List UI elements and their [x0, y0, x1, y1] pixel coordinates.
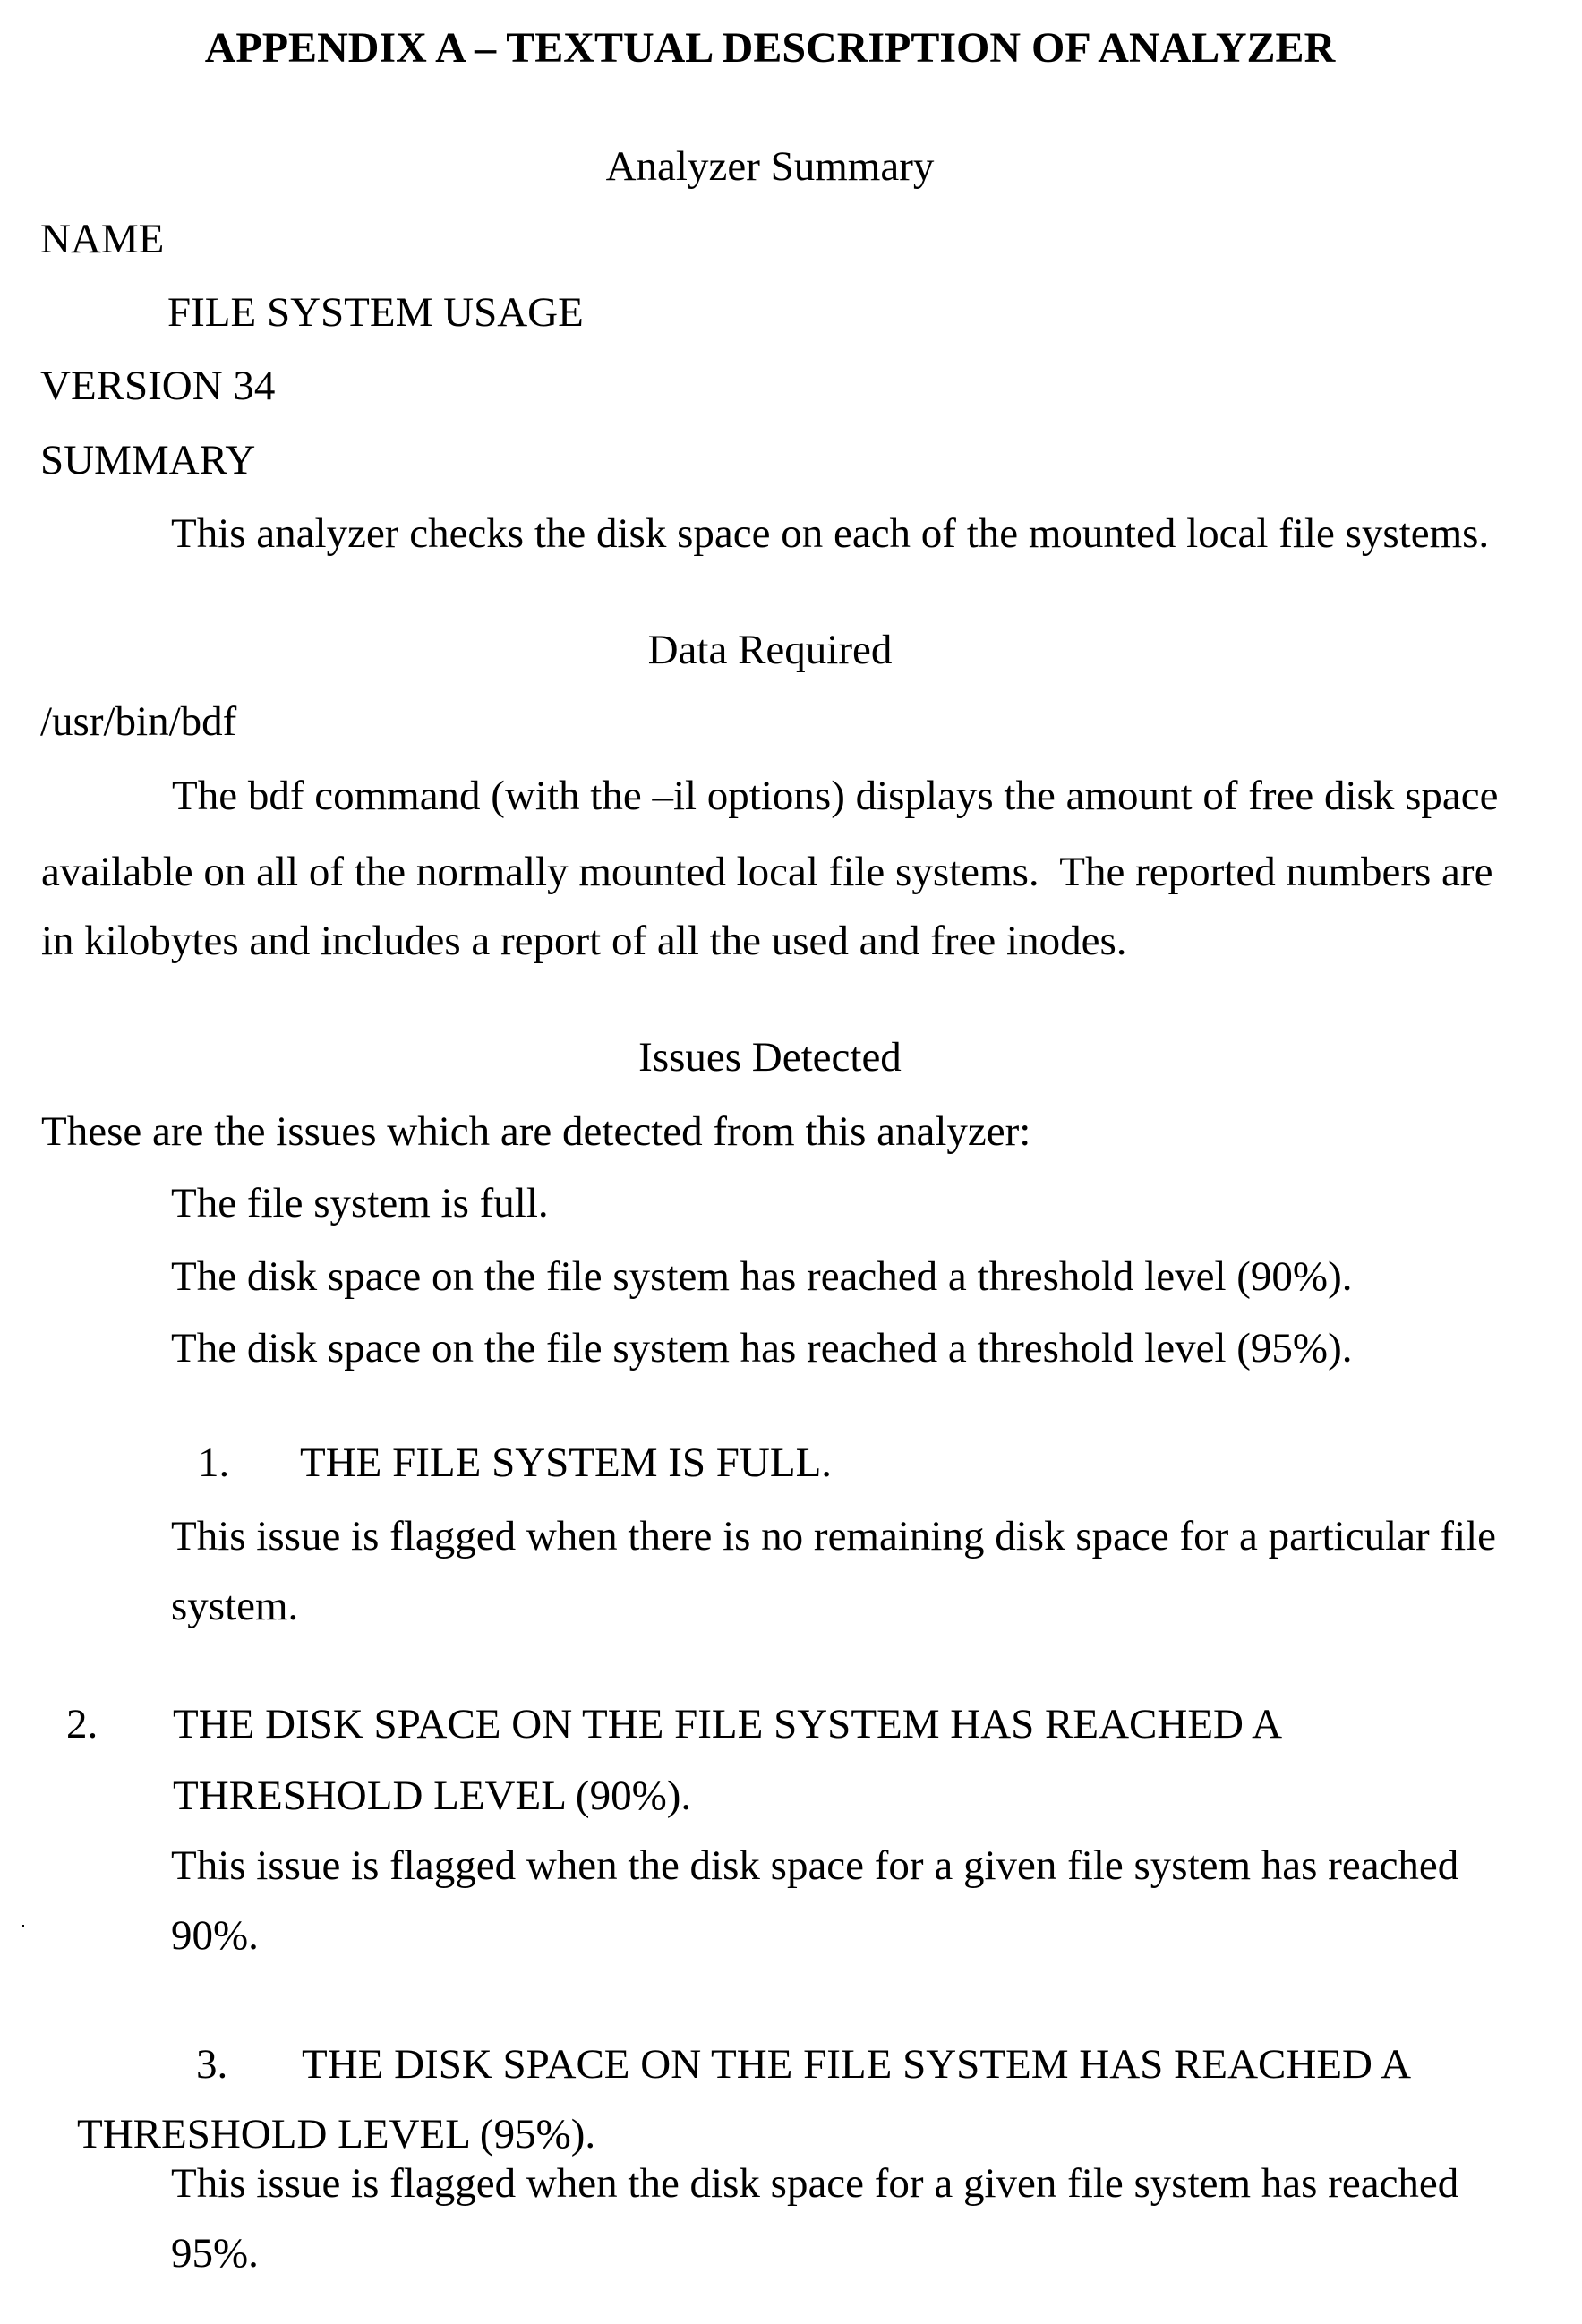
issue-list-item: The disk space on the file system has reached a threshold level (95%).: [171, 1325, 1353, 1371]
command-path: /usr/bin/bdf: [40, 698, 237, 745]
issue-3-heading-line: THRESHOLD LEVEL (95%).: [77, 2111, 596, 2157]
page-title: APPENDIX A – TEXTUAL DESCRIPTION OF ANALYZER: [204, 24, 1336, 72]
name-value: FILE SYSTEM USAGE: [167, 289, 584, 336]
issue-3-heading-line: THE DISK SPACE ON THE FILE SYSTEM HAS REACHED A: [302, 2041, 1412, 2088]
data-required-description-line: available on all of the normally mounted local file systems. The reported numbers are: [41, 849, 1493, 895]
data-required-description-line: in kilobytes and includes a report of all the used and free inodes.: [41, 918, 1127, 964]
section-heading-data-required: Data Required: [647, 627, 893, 673]
issue-3-number: 3.: [196, 2041, 228, 2088]
section-heading-issues-detected: Issues Detected: [638, 1034, 902, 1081]
issue-3-description-line: This issue is flagged when the disk space for a given file system has reached: [171, 2160, 1459, 2207]
issues-intro: These are the issues which are detected from this analyzer:: [41, 1108, 1031, 1155]
issue-1-heading: THE FILE SYSTEM IS FULL.: [300, 1440, 833, 1486]
summary-label: SUMMARY: [40, 437, 256, 483]
issue-2-heading-line: THRESHOLD LEVEL (90%).: [173, 1773, 692, 1819]
data-required-description-line: The bdf command (with the –il options) displays the amount of free disk space: [172, 773, 1499, 819]
scan-speck: [22, 1925, 24, 1927]
issue-2-description-line: This issue is flagged when the disk space for a given file system has reached: [171, 1842, 1459, 1889]
summary-text: This analyzer checks the disk space on each of the mounted local file systems.: [171, 510, 1490, 557]
name-label: NAME: [40, 216, 165, 262]
issue-1-description-line: system.: [171, 1583, 299, 1629]
issue-1-number: 1.: [198, 1440, 230, 1486]
issue-1-description-line: This issue is flagged when there is no remaining disk space for a particular file: [171, 1513, 1497, 1559]
issue-2-description-line: 90%.: [171, 1912, 259, 1959]
issue-list-item: The disk space on the file system has reached a threshold level (90%).: [171, 1253, 1353, 1300]
section-heading-analyzer-summary: Analyzer Summary: [605, 143, 935, 190]
issue-2-number: 2.: [66, 1701, 98, 1747]
issue-list-item: The file system is full.: [171, 1180, 549, 1226]
issue-2-heading-line: THE DISK SPACE ON THE FILE SYSTEM HAS REACHED A: [173, 1701, 1283, 1747]
version-label: VERSION 34: [40, 363, 276, 409]
issue-3-description-line: 95%.: [171, 2230, 259, 2277]
